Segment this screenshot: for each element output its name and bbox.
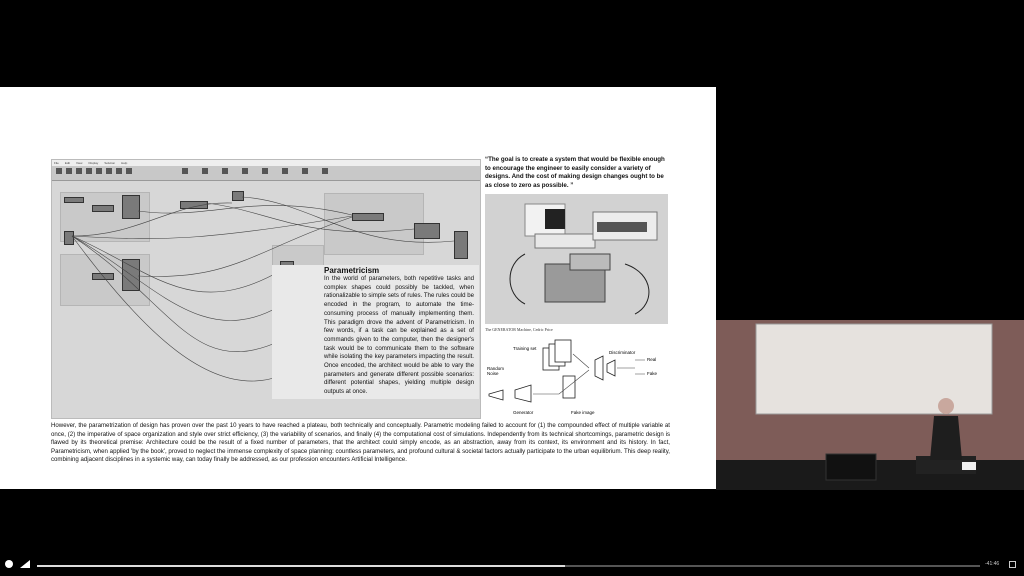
menu-item: File — [54, 161, 59, 165]
bottom-paragraph: However, the parametrization of design has proven over the past 10 years to have reached a plateau, both technically and conceptually. Parametric modeling failed to account for (1) the compounded effect of multiple variable at once, (2) the imperative of space organization and style over strict efficiency, (3) the variability of scenarios, and finally (4) the computational cost of simulations. Independently from its technical shortcomings, parametric design is flawed by its theoretical premise: Architecture could be the result of a fixed number of parameters, that the architect could simply encode, as an abstraction, away from its context, its environment and its history. In fact, Parametricism, when applied 'by the book', proved to neglect the immense complexity of space planning: countless parameters, and profound cultural & societal factors actually participate to the urban equilibrium. This deep reality, combining adjacent disciplines in a systemic way, can today finally be addressed, as our profession encounters Artificial Intelligence. — [51, 422, 670, 464]
grasshopper-toolbar — [52, 166, 480, 181]
gan-diagram — [485, 338, 671, 424]
menu-item: View — [76, 161, 83, 165]
parametricism-title: Parametricism — [324, 266, 380, 275]
video-player-controls — [0, 556, 1024, 576]
menu-item: Help — [121, 161, 128, 165]
gan-fake-image-label: Fake image — [571, 410, 595, 415]
time-remaining: -41:46 — [985, 561, 1000, 567]
presentation-slide — [0, 87, 716, 489]
menu-item: Edit — [64, 161, 71, 165]
volume-icon[interactable] — [20, 560, 30, 568]
gan-generator-label: Generator — [513, 410, 534, 415]
generator-machine-illustration — [485, 194, 668, 324]
generator-machine-photo — [485, 194, 668, 324]
lecture-room-video — [716, 320, 1024, 490]
seek-bar[interactable] — [37, 565, 980, 567]
speaker-camera-feed — [716, 320, 1024, 490]
seek-bar-progress — [37, 565, 565, 567]
play-button[interactable] — [5, 560, 13, 568]
gan-training-set-label: Training set — [513, 346, 537, 351]
parametricism-body: In the world of parameters, both repetitive tasks and complex shapes could possibly be tackled, when rationalizable to simple sets of rules. The rules could be encoded in the program, to automate the time-consuming process of manually implementing them. This paradigm drove the advent of Parametricism. In few words, if a task can be explained as a set of commands given to the computer, then the designer's task would be to communicate them to the software while isolating the key parameters impacting the result. Once encoded, the architect would be able to vary the parameters and generate different possible scenarios: different potential shapes, yielding multiple design outputs at once. — [324, 275, 474, 396]
quote-text: “The goal is to create a system that would be flexible enough to encourage the engineer to easily consider a variety of designs. And the cost of making design changes ought to be as close to zero as possible. ” — [485, 156, 665, 189]
gan-fake-label: Fake — [647, 371, 658, 376]
gan-random-noise-label: Random Noise — [487, 366, 505, 376]
photo-caption: The GENERATOR Machine, Cedric Price — [485, 327, 553, 332]
gan-real-label: Real — [647, 357, 657, 362]
menu-item: Display — [88, 161, 99, 165]
gan-discriminator-label: Discriminator — [609, 350, 636, 355]
menu-item: Solution — [104, 161, 116, 165]
fullscreen-icon[interactable] — [1009, 561, 1016, 568]
